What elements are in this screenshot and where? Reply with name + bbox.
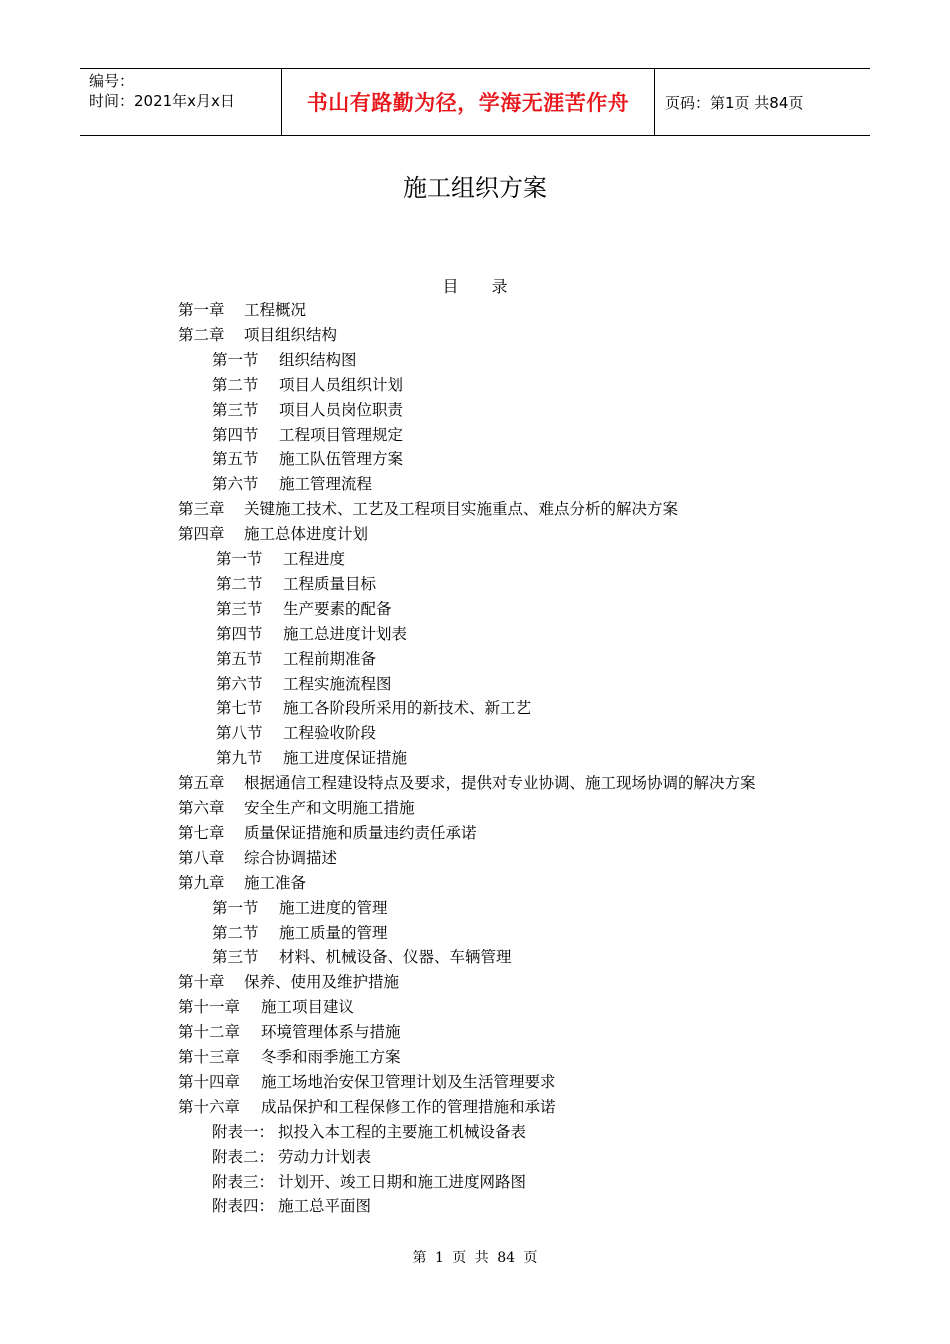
- toc-item-number: 第十三章: [178, 1048, 241, 1066]
- toc-item-number: 第五章: [178, 774, 225, 793]
- toc-item-number: 第四章: [178, 525, 225, 544]
- header-meta: [80, 69, 282, 135]
- toc-item: [212, 373, 403, 398]
- toc-item: [216, 572, 376, 597]
- toc-item-number: 第十四章: [178, 1072, 241, 1091]
- toc-item-number: 第四节: [212, 425, 259, 444]
- toc-item-text: 工程验收阶段: [283, 724, 377, 743]
- toc-item: [212, 945, 512, 970]
- number-label: 编号：: [89, 72, 135, 90]
- header-motto: 书山有路勤为径，学海无涯苦作舟: [282, 69, 655, 135]
- toc-item-text: 项目人员岗位职责: [279, 400, 404, 419]
- toc-item: [178, 1020, 401, 1045]
- toc-item-text: 劳动力计划表: [278, 1147, 372, 1166]
- toc-item-number: 第三节: [216, 599, 263, 618]
- toc-item: [178, 871, 306, 896]
- toc-item-number: 第二节: [212, 923, 259, 942]
- toc-heading: 目 录: [442, 277, 508, 296]
- toc-item-text: 工程实施流程图: [283, 674, 392, 693]
- toc-item-text: 施工总进度计划表: [283, 624, 408, 643]
- toc-item: [178, 1045, 401, 1070]
- toc-item-text: 工程质量目标: [283, 574, 377, 593]
- toc-item: [212, 921, 388, 946]
- toc-item: [178, 1095, 556, 1120]
- toc-item: [216, 696, 531, 721]
- toc-item: [212, 1120, 526, 1145]
- toc-item-text: 施工总体进度计划: [244, 525, 369, 544]
- toc-item-number: 第十章: [178, 973, 225, 992]
- toc-item-text: 工程概况: [244, 301, 307, 319]
- toc-item: [212, 1194, 371, 1219]
- toc-item-text: 冬季和雨季施工方案: [261, 1048, 401, 1066]
- toc-item: [178, 970, 399, 995]
- toc-item: [178, 796, 415, 821]
- toc-item-text: 施工管理流程: [279, 475, 373, 494]
- toc-item: [212, 1145, 371, 1170]
- document-title: 施工组织方案: [403, 174, 547, 202]
- toc-item: [216, 622, 407, 647]
- toc-item: [212, 1170, 526, 1195]
- toc-item-number: 第八节: [216, 724, 263, 743]
- toc-item: [212, 423, 403, 448]
- toc-item-number: 第二节: [212, 375, 259, 394]
- header-page-info: 页码：第1页 共84页: [665, 93, 804, 112]
- toc-item-text: 施工总平面图: [278, 1197, 372, 1216]
- toc-item: [178, 497, 678, 522]
- toc-item-number: 第六节: [212, 475, 259, 494]
- toc-item-text: 计划开、竣工日期和施工进度网路图: [278, 1172, 527, 1191]
- toc-item-number: 第六节: [216, 674, 263, 693]
- toc-item-text: 综合协调描述: [244, 848, 338, 867]
- toc-item-number: 第一章: [178, 301, 225, 319]
- toc-item: [178, 323, 337, 348]
- toc-item-number: 第七章: [178, 823, 225, 842]
- toc-item-text: 组织结构图: [279, 350, 357, 369]
- toc-item-text: 关键施工技术、工艺及工程项目实施重点、难点分析的解决方案: [244, 500, 679, 519]
- toc-item-text: 项目人员组织计划: [279, 375, 404, 394]
- time-label: 时间：2021年x月x日: [89, 92, 235, 110]
- toc-item-text: 工程项目管理规定: [279, 425, 404, 444]
- toc-item-text: 环境管理体系与措施: [261, 1023, 401, 1042]
- toc-item: [212, 348, 357, 373]
- toc-item-text: 成品保护和工程保修工作的管理措施和承诺: [261, 1097, 556, 1116]
- toc-item-text: 拟投入本工程的主要施工机械设备表: [278, 1122, 527, 1141]
- toc-item-text: 施工准备: [244, 873, 307, 892]
- toc-item: [216, 746, 407, 771]
- toc-item-number: 第七节: [216, 699, 263, 718]
- toc-item-number: 第四节: [216, 624, 263, 643]
- toc-item-text: 施工质量的管理: [279, 923, 388, 942]
- toc-item: [216, 647, 376, 672]
- toc-item-number: 第九章: [178, 873, 225, 892]
- toc-item-number: 第十二章: [178, 1023, 241, 1042]
- toc-item-number: 附表二：: [212, 1147, 275, 1166]
- toc-item-number: 第一节: [212, 898, 259, 917]
- toc-item-number: 第五节: [212, 450, 259, 469]
- toc-item-number: 第三节: [212, 400, 259, 419]
- toc-item: [178, 846, 337, 871]
- toc-item-number: 第八章: [178, 848, 225, 867]
- toc-item-number: 第十六章: [178, 1097, 241, 1116]
- toc-item: [178, 771, 756, 796]
- toc-item-number: 第六章: [178, 799, 225, 817]
- toc-item-text: 质量保证措施和质量违约责任承诺: [244, 823, 477, 842]
- toc-item-number: 第一节: [212, 350, 259, 369]
- toc-item-number: 第一节: [216, 550, 263, 568]
- toc-item-number: 第五节: [216, 649, 263, 668]
- toc-item-number: 附表四：: [212, 1197, 275, 1216]
- toc-item-number: 第二章: [178, 325, 225, 344]
- toc-item-number: 第三章: [178, 500, 225, 519]
- page-footer: 第 1 页 共 84 页: [412, 1250, 538, 1266]
- toc-item-text: 施工进度的管理: [279, 898, 388, 917]
- toc-item-text: 材料、机械设备、仪器、车辆管理: [279, 948, 512, 967]
- toc-item: [212, 447, 403, 472]
- toc-item-text: 根据通信工程建设特点及要求，提供对专业协调、施工现场协调的解决方案: [244, 774, 756, 793]
- toc-item-number: 第三节: [212, 948, 259, 967]
- toc-item-number: 第九节: [216, 749, 263, 768]
- toc-item: [178, 522, 368, 547]
- toc-item-number: 第十一章: [178, 998, 241, 1017]
- toc-item-text: 项目组织结构: [244, 325, 338, 344]
- page-header: [80, 68, 870, 136]
- toc-item: [178, 298, 306, 323]
- toc-item-text: 施工项目建议: [261, 998, 355, 1017]
- toc-item-text: 施工进度保证措施: [283, 749, 408, 768]
- toc-item-number: 附表一：: [212, 1122, 275, 1141]
- toc-item-text: 保养、使用及维护措施: [244, 973, 400, 992]
- toc-item-text: 施工各阶段所采用的新技术、新工艺: [283, 699, 532, 718]
- toc-item: [178, 1070, 556, 1095]
- toc-item-text: 工程前期准备: [283, 649, 377, 668]
- toc-item: [212, 398, 403, 423]
- toc-item: [216, 721, 376, 746]
- toc-item: [212, 896, 388, 921]
- toc-item-text: 施工队伍管理方案: [279, 450, 404, 469]
- toc-item: [216, 672, 392, 697]
- toc-item: [178, 995, 354, 1020]
- toc-item-number: 第二节: [216, 574, 263, 593]
- toc-item: [178, 821, 477, 846]
- toc-item: [216, 597, 392, 622]
- toc-item-number: 附表三：: [212, 1172, 275, 1191]
- toc-item-text: 安全生产和文明施工措施: [244, 799, 415, 817]
- toc-item: [212, 472, 372, 497]
- toc-item-text: 生产要素的配备: [283, 599, 392, 618]
- toc-item: [216, 547, 345, 572]
- toc-item-text: 施工场地治安保卫管理计划及生活管理要求: [261, 1072, 556, 1091]
- toc-item-text: 工程进度: [283, 550, 346, 568]
